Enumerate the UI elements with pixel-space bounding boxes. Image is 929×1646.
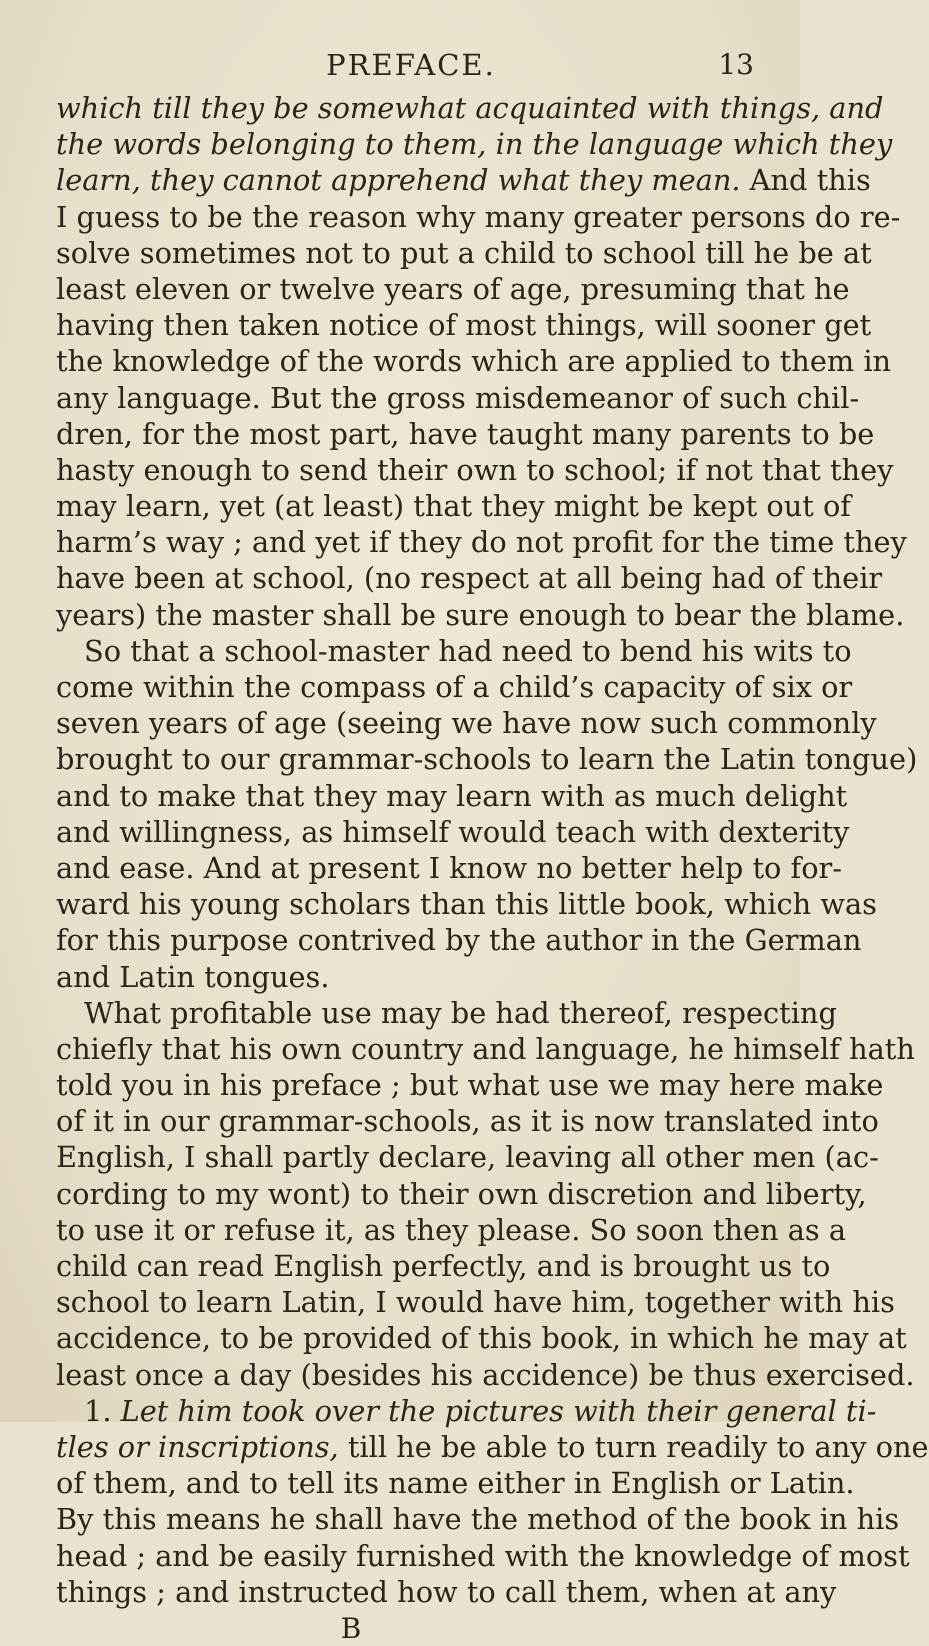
text-line [56, 633, 852, 669]
text-segment: So that a school-master had need to bend his wits to [84, 633, 852, 668]
text-segment: have been at school, (no respect at all being had of their [56, 561, 883, 596]
text-segment: come within the compass of a child’s capacity of six or [56, 670, 853, 704]
text-line [56, 959, 766, 995]
text-line [56, 1067, 884, 1103]
text-segment: solve sometimes not to put a child to school till he be at [56, 235, 872, 270]
text-line [56, 126, 893, 162]
text-line [56, 1465, 855, 1501]
text-segment: dren, for the most part, have taught many parents to be [56, 416, 875, 451]
text-segment: ward his young scholars than this little book, which was [56, 887, 877, 922]
text-line [56, 922, 862, 958]
text-line [56, 1139, 879, 1175]
text-line [56, 1320, 907, 1356]
text-segment: till he be able to turn readily to any one [338, 1429, 929, 1464]
text-line [56, 1501, 900, 1537]
italic-text-segment: learn, they cannot apprehend what they mean. [56, 163, 741, 198]
text-segment: And this [740, 163, 871, 198]
text-line [56, 271, 850, 307]
text-segment: told you in his preface ; but what use we may here make [56, 1068, 884, 1103]
text-segment: 1. [84, 1393, 121, 1428]
text-segment: any language. But the gross misdemeanor of such chil- [56, 380, 860, 415]
text-line [56, 1429, 929, 1465]
text-line [56, 1103, 879, 1139]
text-segment: having then taken notice of most things, will sooner get [56, 308, 872, 343]
text-line [56, 1574, 837, 1610]
text-line [56, 1284, 895, 1320]
text-line [56, 307, 872, 343]
text-segment: least eleven or twelve years of age, presuming that he [56, 271, 850, 306]
text-line [56, 560, 883, 596]
text-segment: for this purpose contrived by the author in the German [56, 923, 862, 958]
text-line [56, 90, 884, 126]
text-segment: to use it or refuse it, as they please. So soon then as a [56, 1212, 847, 1247]
text-segment: English, I shall partly declare, leaving all other men (ac- [56, 1140, 879, 1175]
body-text [56, 90, 929, 1610]
text-line [56, 669, 853, 705]
text-segment: brought to our grammar-schools to learn the Latin tongue) [56, 742, 918, 777]
text-line [56, 452, 894, 488]
text-segment: hasty enough to send their own to school; if not that they [56, 452, 894, 487]
text-segment: years) the master shall be sure enough to bear the blame. [56, 597, 905, 632]
italic-text-segment: tles or inscriptions, [56, 1429, 339, 1464]
text-line [56, 416, 875, 452]
text-segment: of it in our grammar-schools, as it is now translated into [56, 1104, 879, 1139]
text-segment: may learn, yet (at least) that they might be kept out of [56, 489, 851, 524]
signature-mark: B [340, 1611, 362, 1645]
text-line [56, 488, 851, 524]
text-line [56, 199, 901, 235]
text-segment: and ease. And at present I know no better help to for- [56, 850, 843, 885]
italic-text-segment: which till they be somewhat acquainted with things, and [56, 91, 884, 125]
text-line [56, 886, 877, 922]
text-line [56, 995, 837, 1031]
text-segment: of them, and to tell its name either in English or Latin. [56, 1466, 855, 1501]
text-segment: I guess to be the reason why many greater persons do re- [56, 199, 901, 234]
text-segment: least once a day (besides his accidence) be thus exercised. [56, 1357, 915, 1392]
text-line [56, 343, 892, 379]
text-line [56, 1538, 910, 1574]
italic-text-segment: Let him took over the pictures with their general ti- [120, 1393, 877, 1428]
text-line [56, 1031, 915, 1067]
text-line [56, 1357, 915, 1393]
text-line [56, 1212, 847, 1248]
text-line [56, 1176, 867, 1212]
text-line [56, 235, 872, 271]
text-line [56, 162, 871, 198]
text-line [56, 850, 843, 886]
page-header [56, 48, 766, 90]
text-segment: What profitable use may be had thereof, respecting [84, 995, 837, 1030]
text-line [56, 380, 860, 416]
text-segment: school to learn Latin, I would have him, together with his [56, 1285, 895, 1320]
page-number: 13 [718, 48, 754, 81]
text-segment: accidence, to be provided of this book, in which he may at [56, 1321, 907, 1356]
running-title: PREFACE. [326, 48, 496, 82]
text-line [56, 524, 907, 560]
text-line [56, 597, 905, 633]
text-segment: child can read English perfectly, and is brought us to [56, 1249, 831, 1283]
italic-text-segment: the words belonging to them, in the language which they [56, 127, 893, 162]
text-segment: and willingness, as himself would teach with dexterity [56, 814, 850, 849]
text-line [56, 705, 877, 741]
text-line [56, 741, 918, 777]
text-line [56, 1248, 831, 1284]
text-segment: the knowledge of the words which are applied to them in [56, 344, 892, 379]
text-segment: chiefly that his own country and language, he himself hath [56, 1031, 915, 1066]
text-segment: and to make that they may learn with as much delight [56, 778, 848, 813]
text-segment: things ; and instructed how to call them, when at any [56, 1574, 837, 1609]
text-line [56, 1393, 877, 1429]
text-segment: head ; and be easily furnished with the knowledge of most [56, 1538, 910, 1573]
text-segment: seven years of age (seeing we have now such commonly [56, 706, 877, 741]
text-segment: By this means he shall have the method of the book in his [56, 1502, 900, 1537]
text-segment: cording to my wont) to their own discretion and liberty, [56, 1176, 867, 1211]
text-line [56, 814, 850, 850]
text-segment: harm’s way ; and yet if they do not profit for the time they [56, 525, 907, 560]
text-segment: and Latin tongues. [56, 959, 330, 994]
text-line [56, 778, 848, 814]
